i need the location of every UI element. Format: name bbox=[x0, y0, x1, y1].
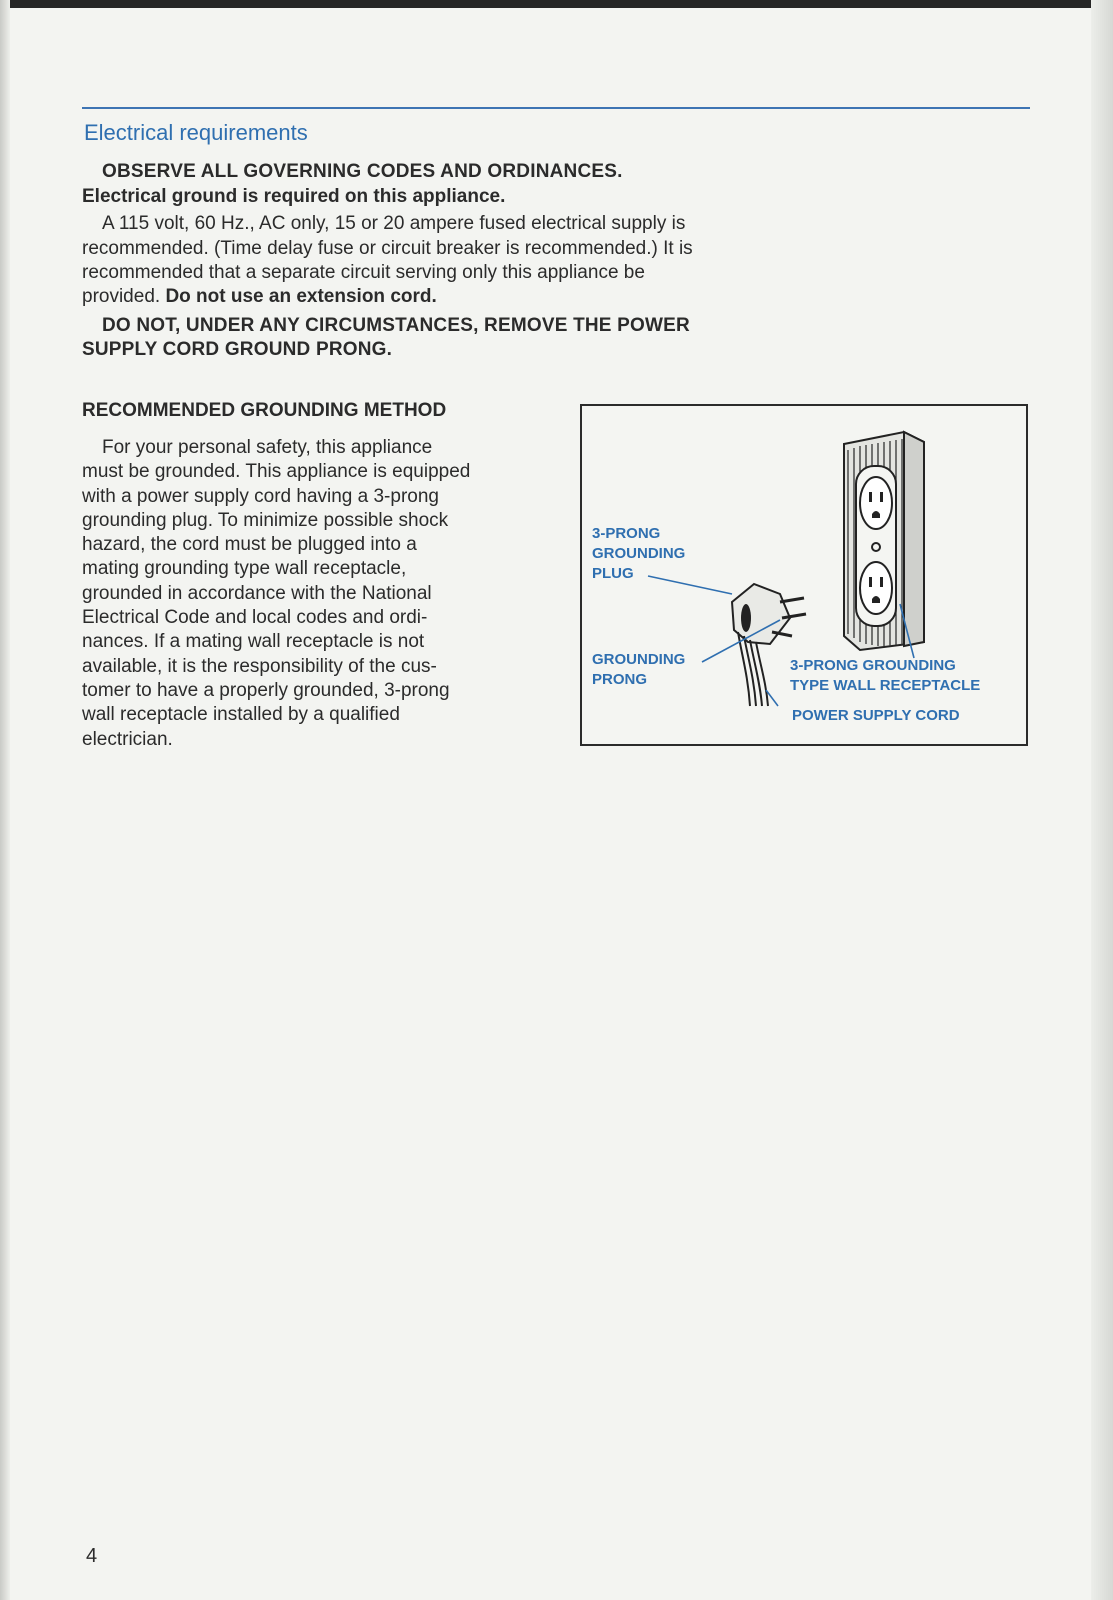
section-title: Electrical requirements bbox=[84, 120, 308, 145]
grounding-line: For your personal safety, this appliance bbox=[102, 437, 433, 458]
grounding-line: nances. If a mating wall receptacle is not bbox=[82, 631, 425, 653]
receptacle-outlets bbox=[856, 466, 896, 626]
supply-line-4-text: provided. bbox=[82, 286, 166, 307]
grounding-line: hazard, the cord must be plugged into a bbox=[82, 534, 417, 556]
prong-label-line: PRONG bbox=[592, 671, 648, 688]
grounding-line: electrician. bbox=[82, 728, 173, 750]
prong-label-line: GROUNDING bbox=[592, 651, 686, 668]
warning-line-2: SUPPLY CORD GROUND PRONG. bbox=[82, 339, 393, 360]
plug-label-line: PLUG bbox=[592, 565, 634, 582]
page-number: 4 bbox=[86, 1545, 98, 1567]
grounding-line: grounding plug. To minimize possible shock bbox=[82, 509, 449, 531]
grounding-paragraph bbox=[82, 436, 522, 752]
grounding-line: available, it is the responsibility of the cus- bbox=[82, 655, 437, 677]
grounding-line: tomer to have a properly grounded, 3-prong bbox=[82, 679, 450, 701]
grounding-prong-label bbox=[592, 650, 685, 690]
grounding-line: mating grounding type wall receptacle, bbox=[82, 558, 407, 580]
codes-notice: OBSERVE ALL GOVERNING CODES AND ORDINANCES. bbox=[102, 161, 623, 182]
grounding-heading: RECOMMENDED GROUNDING METHOD bbox=[82, 400, 447, 421]
plug-label-line: GROUNDING bbox=[592, 545, 686, 562]
grounding-line: must be grounded. This appliance is equipped bbox=[82, 461, 471, 483]
scan-edge-right bbox=[1091, 0, 1113, 1600]
plug-label bbox=[592, 524, 685, 584]
warning-line-1: DO NOT, UNDER ANY CIRCUMSTANCES, REMOVE THE POWER bbox=[102, 315, 690, 336]
receptacle-label-line: TYPE WALL RECEPTACLE bbox=[790, 677, 981, 694]
receptacle-label-line: 3-PRONG GROUNDING bbox=[790, 657, 956, 674]
power-cord-label: POWER SUPPLY CORD bbox=[792, 707, 960, 724]
supply-line-1: A 115 volt, 60 Hz., AC only, 15 or 20 ampere fused electrical supply is bbox=[102, 213, 686, 234]
supply-line-2: recommended. (Time delay fuse or circuit breaker is recommended.) It is bbox=[82, 238, 693, 259]
scan-edge-top bbox=[0, 0, 1113, 8]
ground-required-notice: Electrical ground is required on this appliance. bbox=[82, 186, 506, 207]
supply-line-4 bbox=[82, 285, 437, 310]
extension-cord-warning: Do not use an extension cord. bbox=[165, 286, 437, 307]
grounding-line: grounded in accordance with the National bbox=[82, 582, 432, 604]
grounding-line: with a power supply cord having a 3-prong bbox=[82, 485, 439, 507]
grounding-illustration bbox=[580, 404, 1028, 746]
receptacle-label bbox=[790, 656, 980, 696]
plug-label-line: 3-PRONG bbox=[592, 525, 661, 542]
section-rule bbox=[82, 107, 1030, 109]
supply-line-3: recommended that a separate circuit serving only this appliance be bbox=[82, 262, 645, 283]
grounding-line: wall receptacle installed by a qualified bbox=[82, 704, 400, 726]
grounding-line: Electrical Code and local codes and ordi- bbox=[82, 607, 428, 629]
scan-edge-left bbox=[0, 0, 10, 1600]
three-prong-plug bbox=[732, 584, 806, 644]
